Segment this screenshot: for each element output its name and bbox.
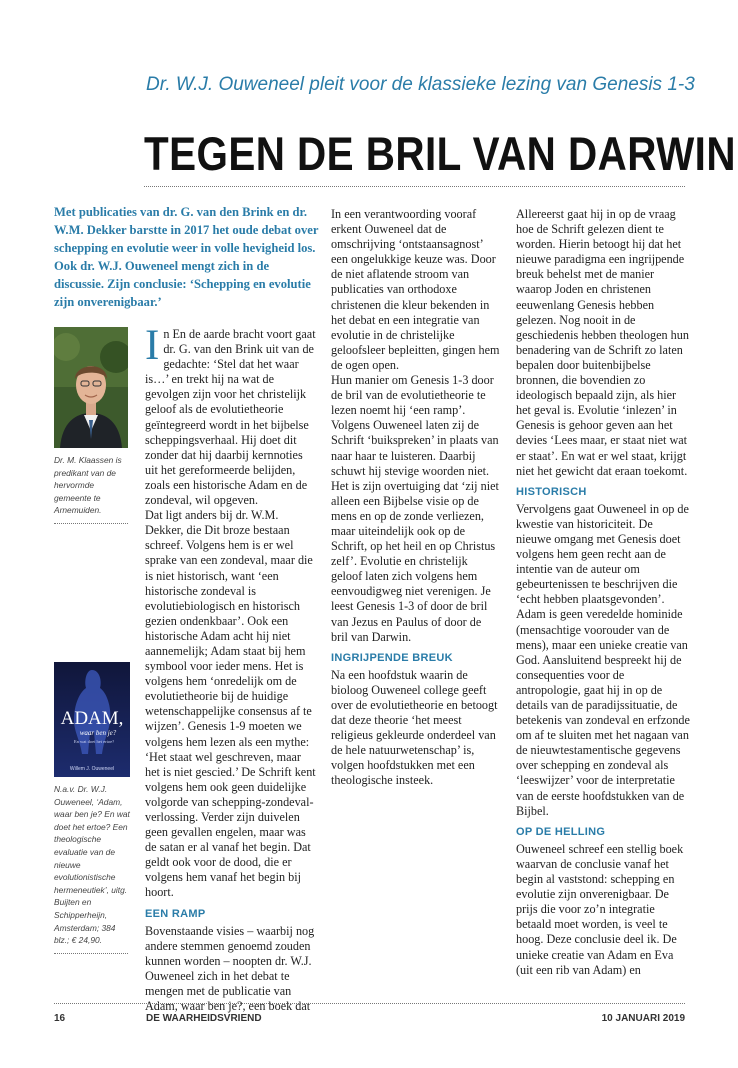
dropcap: I	[145, 322, 160, 369]
caption-divider	[54, 953, 128, 954]
book-sidebar	[54, 662, 132, 954]
article-column-3	[516, 207, 690, 978]
author-photo	[54, 327, 128, 448]
book-cover-subtitle: waar ben je?	[79, 729, 117, 737]
paragraph: Hun manier om Genesis 1-3 door de bril van de evolutietheorie te lezen noemt hij ‘een ramp’. Volgens Ouweneel laten zij de Schrift ‘buikspreken’ in plaats van naar haar te luisteren. Daarbij schuwt hij stevige woorden niet. Het is zijn overtuiging dat ‘zij niet alleen een Bijbelse visie op de mens en op de zonde verliezen, maar uiteindelijk ook op de Schrift, op het heil en op Christus zelf’. Evolutie en christelijk geloof laten zich volgens hem eenvoudigweg niet verenigen. Je leest Genesis 1-3 of door de bril van Jezus en Paulus of door de bril van Darwin.	[331, 373, 499, 644]
author-caption: Dr. M. Klaassen is predikant van de hervormde gemeente te Arnemuiden.	[54, 455, 122, 516]
subheading: OP DE HELLING	[516, 825, 606, 838]
book-cover-tagline: En wat doet het ertoe?	[73, 739, 115, 744]
divider	[144, 186, 685, 187]
article-headline: TEGEN DE BRIL VAN DARWIN	[144, 127, 736, 180]
issue-date: 10 JANUARI 2019	[601, 1013, 685, 1024]
book-cover-title: ADAM,	[60, 708, 124, 729]
article-intro: Met publicaties van dr. G. van den Brink en dr. W.M. Dekker barstte in 2017 het oude debat over schepping en evolutie weer in volle hevigheid los. Ook dr. W.J. Ouweneel mengt zich in de discussie. Zijn conclusie: ‘Schepping en evolutie zijn onverenigbaar.’	[54, 205, 319, 309]
paragraph: Dat ligt anders bij dr. W.M. Dekker, die Dit broze bestaan schreef. Volgens hem is er wel sprake van een zondeval, maar die is niet historisch, want ‘een historische zondeval is evolutiebiologisch en historisch gezien ondenkbaar’. Ook een historische Adam acht hij niet aannemelijk; Adam staat bij hem symbool voor ieder mens. Het is volgens hem ‘onredelijk om de evolutietheorie bij de huidige wetenschappelijke consensus af te wijzen’. Genesis 1-9 moeten we volgens hem lezen als een mythe: ‘Het staat wel geschreven, maar het is niet gescied.’ De Schrift kent volgens hem ook geen duidelijke volgorde van schepping-zondeval-verlossing. Verder zijn duivelen geen gevallen engelen, maar was de satan er al vanaf het begin. Dat geldt ook voor de dood, die er volgens hem vanaf het begin bij hoort.	[145, 508, 316, 900]
book-cover-author: Willem J. Ouweneel	[69, 766, 115, 772]
book-cover	[54, 662, 130, 777]
paragraph: Bovenstaande visies – waarbij nog andere stemmen genoemd zouden kunnen worden – noopten dr. W.J. Ouweneel zich in het debat te mengen met de publicatie van Adam, waar ben je?, een boek dat	[145, 923, 315, 1014]
paragraph: Ouweneel schreef een stellig boek waarvan de conclusie vanaf het begin al vaststond: schepping en evolutie zijn onverenigbaar. De prijs die voor zo’n integratie betaald moet worden, is veel te hoog. Deze conclusie deel ik. De unieke creatie van Adam en Eva (uit een rib van Adam) en	[516, 841, 684, 977]
subheading: EEN RAMP	[145, 907, 206, 920]
article-column-1	[145, 322, 317, 1014]
paragraph: In een verantwoording vooraf erkent Ouweneel dat de omschrijving ‘ontstaansagnost’ een ongelukkige keuze was. Door de niet aflatende stroom van publicaties van orthodoxe christenen die kleur bekenden in het debat en een integratie van evolutie in de christelijke geloofsleer bepleitten, gingen hem de ogen open.	[331, 207, 500, 372]
author-sidebar	[54, 327, 132, 524]
paragraph: In En de aarde bracht voort gaat dr. G. van den Brink uit van de gedachte: ‘Stel dat het waar is…’ en trekt hij na wat de gevolgen zijn voor het christelijk geloof als de evolutietheorie geïntegreerd wordt in het bijbelse scheppingsverhaal. Hij doet dit zonder dat hij daarbij kernnoties uit het gereformeerde belijden, zoals een historische Adam en de zondeval, wil opgeven.	[145, 322, 316, 508]
footer-divider	[54, 1003, 685, 1004]
subheading: INGRIJPENDE BREUK	[331, 651, 453, 664]
paragraph: Vervolgens gaat Ouweneel in op de kwestie van historiciteit. De nieuwe omgang met Genesis doet volgens hem geen recht aan de intentie van de auteur om gebeurtenissen te beschrijven die ‘echt hebben plaatsgevonden’. Adam is geen veredelde hominide (mensachtige voorouder van de mens), maar een unieke creatie van God. Aansluitend bespreekt hij de consequenties voor de antropologie, gaat hij in op de details van de paradijssituatie, de betekenis van zondeval en erfzonde om af te sluiten met het nagaan van de nieuwtestamentische gegevens over schepping en zondeval als ‘leeswijzer’ voor de interpretatie van de eerste hoofdstukken van de Bijbel.	[516, 501, 690, 818]
magazine-name: DE WAARHEIDSVRIEND	[146, 1013, 262, 1024]
caption-divider	[54, 523, 128, 524]
article-column-2	[331, 207, 501, 789]
subheading: HISTORISCH	[516, 485, 587, 498]
book-caption: N.a.v. Dr. W.J. Ouweneel, ‘Adam, waar ben je? En wat doet het ertoe? Een theologische evaluatie van de nieuwe evolutionistische hermeneutiek’, uitg. Buijten en Schipperheijn, Amsterdam; 384 blz.; € 24,90.	[54, 784, 130, 946]
page-number: 16	[54, 1013, 66, 1024]
article-kicker: Dr. W.J. Ouweneel pleit voor de klassieke lezing van Genesis 1-3	[146, 74, 695, 95]
paragraph: Allereerst gaat hij in op de vraag hoe de Schrift gelezen dient te worden. Hierin betoogt hij dat het nieuwe paradigma een ingrijpende breuk behelst met de manier waarop Joden en christenen eeuwenlang Genesis hebben gelezen. Nog nooit in de geschiedenis hebben theologen hun benadering van de Schrift zo laten bepalen door buitenbijbelse bronnen, die bovendien zo ideologisch bepaald zijn, als hier het geval is. Evolutie ‘inlezen’ in Genesis is gehoor geven aan het devies ‘Lees maar, er staat niet wat er staat’. En wat er wel staat, krijgt niet het gewicht dat eraan toekomt.	[516, 207, 689, 478]
paragraph: Na een hoofdstuk waarin de bioloog Ouweneel college geeft over de evolutietheorie en betoogt dat deze theorie ‘het meest religieus gekleurde onderdeel van de hele natuurwetenschap’ is, volgen hoofdstukken met een theologische insteek.	[331, 667, 498, 788]
